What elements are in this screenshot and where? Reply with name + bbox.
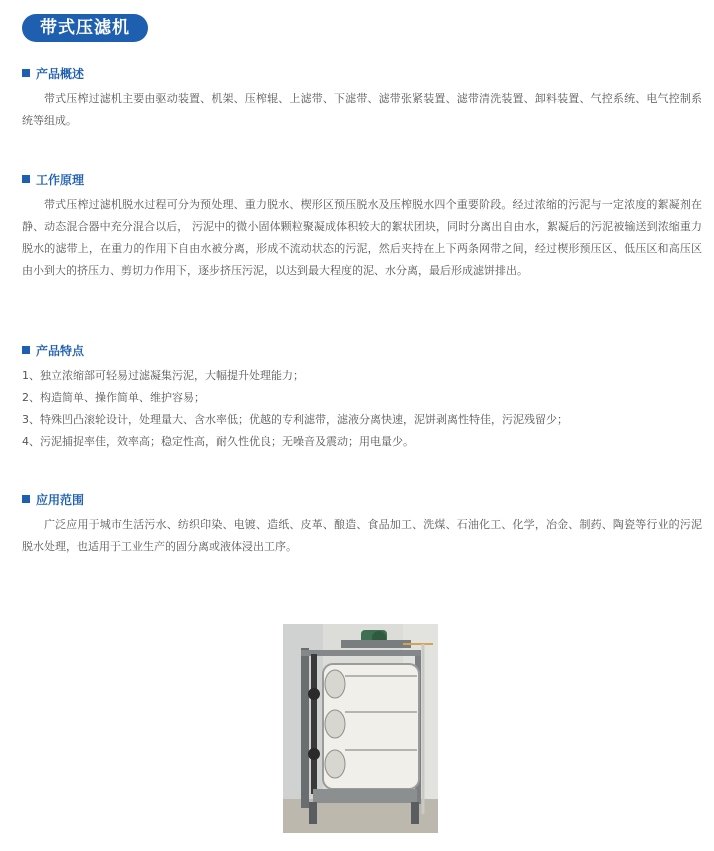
square-bullet-icon [22,495,30,503]
list-item: 3、特殊凹凸滚轮设计，处理量大、含水率低；优越的专利滤带，滤液分离快速，泥饼剥离性特佳，污泥残留少； [22,413,568,426]
section-paragraph: 带式压榨过滤机主要由驱动装置、机架、压榨辊、上滤带、下滤带、滤带张紧装置、滤带清洗装置、卸料装置、气控系统、电气控制系统等组成。 [22,92,702,127]
section-header [22,64,702,82]
section-title: 产品概述 [36,66,85,81]
section-header [22,170,702,188]
section-applications [22,490,702,558]
page-title: 带式压滤机 [22,14,148,42]
section-header [22,341,702,359]
section-overview [22,64,702,132]
section-title: 应用范围 [36,492,85,507]
square-bullet-icon [22,69,30,77]
list-item: 1、独立浓缩部可轻易过滤凝集污泥，大幅提升处理能力； [22,369,304,382]
list-item: 2、构造简单、操作简单、维护容易； [22,391,205,404]
product-photo [283,624,438,833]
square-bullet-icon [22,175,30,183]
section-header [22,490,702,508]
belt-filter-press-icon [283,624,438,833]
section-paragraph: 带式压榨过滤机脱水过程可分为预处理、重力脱水、楔形区预压脱水及压榨脱水四个重要阶段。经过浓缩的污泥与一定浓度的絮凝剂在静、动态混合器中充分混合以后， 污泥中的微小固体颗粒聚凝成体积较大的絮状团块，同时分离出自由水，絮凝后的污泥被输送到浓缩重力脱水的滤带上，在重力的作用下自由水被分离，形成不流动状态的污泥，然后夹持在上下两条网带之间，经过楔形预压区、低压区和高压区由小到大的挤压力、剪切力作用下，逐步挤压污泥，以达到最大程度的泥、水分离，最后形成滤饼排出。 [22,198,702,277]
section-title: 产品特点 [36,343,85,358]
section-features [22,341,702,453]
section-paragraph: 广泛应用于城市生活污水、纺织印染、电镀、造纸、皮革、酿造、食品加工、洗煤、石油化工、化学，冶金、制药、陶瓷等行业的污泥脱水处理，也适用于工业生产的固分离或液体浸出工序。 [22,518,702,553]
list-item: 4、污泥捕捉率佳，效率高；稳定性高，耐久性优良；无噪音及震动；用电量少。 [22,435,414,448]
square-bullet-icon [22,346,30,354]
feature-list [22,365,702,453]
section-principle [22,170,702,282]
section-title: 工作原理 [36,172,85,187]
